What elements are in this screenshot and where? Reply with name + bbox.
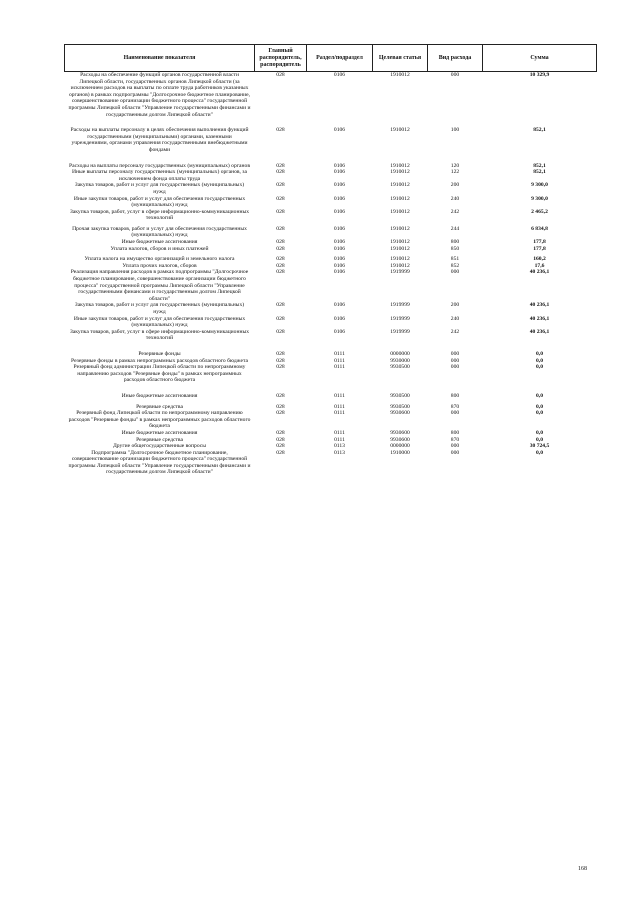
row-indicator-name: Иные закупки товаров, работ и услуг для обеспечения государственных (муниципальных) нужд: [73, 195, 246, 209]
table-row: [65, 72, 597, 119]
row-target-article: 1910012: [390, 72, 410, 78]
table-header-row: [65, 45, 597, 72]
row-indicator-name: Резервные фонды в рамках непрограммных расходов областного бюджета: [71, 357, 248, 364]
row-section-subsection: 0106: [333, 239, 346, 246]
row-expense-type: 800: [450, 239, 460, 246]
row-amount: 852,1: [533, 162, 546, 169]
table-row: [65, 316, 597, 329]
row-amount: 17,6: [534, 262, 545, 269]
row-amount: 0,0: [536, 410, 543, 417]
row-amount: 0,0: [536, 429, 543, 436]
row-chief-administrator: 028: [276, 364, 285, 371]
row-expense-type: 000: [450, 449, 460, 456]
row-expense-type: 242: [450, 208, 460, 215]
row-target-article: 1910012: [390, 127, 410, 134]
row-expense-type: 000: [450, 72, 460, 78]
row-target-article: 9930600: [390, 410, 410, 417]
row-indicator-name: Иные закупки товаров, работ и услуг для обеспечения государственных (муниципальных) нужд: [73, 315, 246, 329]
row-expense-type: 240: [450, 195, 460, 202]
row-target-article: 1919999: [390, 328, 410, 335]
table-row: [65, 196, 597, 209]
table-row: [65, 430, 597, 437]
row-expense-type: 122: [450, 169, 460, 176]
table-row: [65, 269, 597, 302]
row-target-article: 9930500: [390, 392, 410, 399]
row-indicator-name: Резервные средства: [136, 436, 183, 443]
row-expense-type: 240: [450, 315, 460, 322]
header-amount: Сумма: [483, 45, 597, 72]
table-row: [65, 182, 597, 195]
table-row: [65, 302, 597, 315]
row-expense-type: 000: [450, 350, 460, 357]
row-indicator-name: Иные бюджетные ассигнования: [121, 392, 198, 399]
row-amount: 40 236,1: [529, 302, 550, 309]
row-section-subsection: 0106: [333, 225, 346, 232]
row-indicator-name: Иные выплаты персоналу государственных (муниципальных) органов, за исключением фонда оплаты труда: [71, 169, 248, 182]
row-chief-administrator: 028: [276, 162, 285, 169]
row-indicator-name: Иные бюджетные ассигнования: [121, 239, 198, 246]
row-amount: 40 236,1: [529, 315, 550, 322]
row-indicator-name: Прочая закупка товаров, работ и услуг для обеспечения государственных (муниципальных) нужд: [72, 225, 247, 239]
row-target-article: 1910012: [390, 162, 410, 169]
header-indicator-name: Наименование показателя: [65, 45, 255, 72]
header-chief-administrator: Главный распорядитель, распорядитель: [255, 45, 307, 72]
row-section-subsection: 0111: [334, 436, 345, 443]
row-section-subsection: 0113: [334, 443, 345, 450]
row-chief-administrator: 028: [276, 72, 285, 78]
row-chief-administrator: 028: [276, 315, 285, 322]
row-indicator-name: Уплата прочих налогов, сборов: [122, 262, 197, 269]
row-target-article: 1919999: [390, 302, 410, 309]
row-amount: 9 300,0: [531, 195, 548, 202]
row-amount: 0,0: [536, 392, 543, 399]
budget-table: [64, 44, 597, 476]
row-chief-administrator: 028: [276, 169, 285, 176]
row-amount: 177,8: [533, 239, 546, 246]
row-chief-administrator: 028: [276, 262, 285, 269]
row-amount: 0,0: [536, 357, 543, 364]
row-section-subsection: 0106: [333, 182, 346, 189]
row-chief-administrator: 028: [276, 436, 285, 443]
header-target-article: Целевая статья: [373, 45, 428, 72]
row-chief-administrator: 028: [276, 195, 285, 202]
row-amount: 0,0: [536, 364, 543, 371]
page-number: 168: [578, 866, 587, 872]
row-section-subsection: 0111: [334, 410, 345, 417]
row-chief-administrator: 028: [276, 357, 285, 364]
table-row: [65, 169, 597, 182]
row-expense-type: 200: [450, 302, 460, 309]
row-expense-type: 870: [450, 403, 460, 410]
row-amount: 6 834,8: [531, 225, 548, 232]
row-expense-type: 000: [450, 443, 460, 450]
row-section-subsection: 0106: [333, 245, 346, 252]
table-row: [65, 246, 597, 253]
row-expense-type: 850: [450, 245, 460, 252]
row-indicator-name: Другие общегосударственные вопросы: [112, 443, 207, 450]
header-expense-type: Вид расхода: [428, 45, 483, 72]
row-section-subsection: 0106: [333, 269, 346, 276]
row-indicator-name: Уплата налога на имущество организаций и земельного налога: [84, 256, 235, 263]
row-chief-administrator: 028: [276, 328, 285, 335]
row-amount: 0,0: [536, 403, 543, 410]
row-target-article: 1910012: [390, 208, 410, 215]
row-chief-administrator: 028: [276, 208, 285, 215]
row-section-subsection: 0111: [334, 392, 345, 399]
row-target-article: 1919999: [390, 269, 410, 276]
row-expense-type: 000: [450, 364, 460, 371]
row-amount: 0,0: [536, 436, 543, 443]
row-indicator-name: Расходы на выплаты персоналу государственных (муниципальных) органов: [69, 162, 250, 169]
table-row: [65, 329, 597, 342]
row-amount: 852,1: [533, 169, 546, 176]
row-target-article: 1910012: [390, 225, 410, 232]
table-row: [65, 209, 597, 222]
row-indicator-name: Резервный фонд Липецкой области по непрограммному направлению расходов "Резервные фонды" в рамках непрограммных расходов областного бюджета: [68, 410, 251, 430]
row-amount: 852,1: [533, 127, 546, 134]
row-indicator-name: Иные бюджетные ассигнования: [121, 429, 198, 436]
table-row: [65, 239, 597, 246]
row-amount: 0,0: [536, 449, 543, 456]
row-chief-administrator: 028: [276, 403, 285, 410]
row-indicator-name: Закупка товаров, работ и услуг для государственных (муниципальных) нужд: [74, 302, 245, 315]
row-section-subsection: 0106: [333, 315, 346, 322]
row-section-subsection: 0106: [333, 169, 346, 176]
row-indicator-name: Резервные средства: [136, 403, 183, 410]
row-chief-administrator: 028: [276, 245, 285, 252]
row-amount: 2 465,2: [531, 208, 548, 215]
row-indicator-name: Расходы на выплаты персоналу в целях обеспечения выполнения функций государственными (муниципальными) органами, казенными учреждениями, органами управления государственными внебюджетными фондами: [70, 127, 249, 153]
row-target-article: 1910012: [390, 239, 410, 246]
row-target-article: 1910012: [390, 256, 410, 263]
row-chief-administrator: 028: [276, 256, 285, 263]
table-row: [65, 252, 597, 263]
row-indicator-name: Закупка товаров, работ и услуг для государственных (муниципальных) нужд: [74, 182, 245, 195]
row-indicator-name: Резервный фонд администрации Липецкой области по непрограммному направлению расходов "Резервные фонды" в рамках непрограммных расходов областного бюджета: [73, 364, 246, 384]
row-expense-type: 100: [450, 127, 460, 134]
table-row: [65, 400, 597, 411]
row-indicator-name: Реализация направления расходов в рамках подпрограммы "Долгосрочное бюджетное планирование, совершенствование организации бюджетного процесса" государственной программы Липецкой области "Управление государственными финансами и государственным долгом Липецкой области": [70, 269, 249, 302]
row-amount: 0,0: [536, 350, 543, 357]
row-target-article: 1910012: [390, 169, 410, 176]
row-chief-administrator: 028: [276, 302, 285, 309]
row-amount: 10 329,9: [529, 72, 550, 78]
row-amount: 40 236,1: [529, 269, 550, 276]
row-section-subsection: 0106: [333, 162, 346, 169]
row-chief-administrator: 028: [276, 225, 285, 232]
row-expense-type: 851: [450, 256, 460, 263]
row-target-article: 1910012: [390, 262, 410, 269]
row-section-subsection: 0111: [334, 357, 345, 364]
row-expense-type: 800: [450, 429, 460, 436]
row-section-subsection: 0113: [334, 449, 345, 456]
row-section-subsection: 0111: [334, 403, 345, 410]
row-section-subsection: 0106: [333, 127, 346, 134]
row-section-subsection: 0106: [333, 328, 346, 335]
row-chief-administrator: 028: [276, 443, 285, 450]
table-row: [65, 450, 597, 476]
row-amount: 9 300,0: [531, 182, 548, 189]
row-chief-administrator: 028: [276, 127, 285, 134]
row-section-subsection: 0111: [334, 364, 345, 371]
row-expense-type: 000: [450, 269, 460, 276]
row-amount: 160,2: [533, 256, 546, 263]
row-section-subsection: 0106: [333, 72, 346, 78]
row-chief-administrator: 028: [276, 350, 285, 357]
row-expense-type: 000: [450, 357, 460, 364]
row-expense-type: 000: [450, 410, 460, 417]
row-amount: 40 236,1: [529, 328, 550, 335]
row-section-subsection: 0106: [333, 208, 346, 215]
row-expense-type: 870: [450, 436, 460, 443]
row-target-article: 1910000: [390, 449, 410, 456]
row-target-article: 0000000: [390, 350, 410, 357]
table-row: [65, 263, 597, 270]
row-indicator-name: Закупка товаров, работ, услуг в сфере информационно-коммуникационных технологий: [69, 328, 250, 342]
table-row: [65, 364, 597, 384]
row-chief-administrator: 028: [276, 449, 285, 456]
row-expense-type: 242: [450, 328, 460, 335]
row-indicator-name: Резервные фонды: [138, 350, 181, 357]
row-chief-administrator: 028: [276, 239, 285, 246]
row-amount: 30 724,5: [529, 443, 550, 450]
row-indicator-name: Подпрограмма "Долгосрочное бюджетное планирование, совершенствование организации бюджетного процесса" государственной программы Липецкой области "Управление государственными финансами и государственным долгом Липецкой области": [68, 449, 251, 476]
table-body: [65, 72, 597, 477]
row-section-subsection: 0111: [334, 429, 345, 436]
row-indicator-name: Уплата налогов, сборов и иных платежей: [110, 245, 209, 252]
row-target-article: 1910012: [390, 182, 410, 189]
row-indicator-name: Расходы на обеспечение функций органов государственной власти Липецкой области, государственных органов Липецкой области (за исключением расходов на выплаты по оплате труда работников указанных органов) в рамках подпрограммы "Долгосрочное бюджетное планирование, совершенствование организации бюджетного процесса" государственной программы Липецкой области "Управление государственными финансами и государственным долгом Липецкой области": [68, 72, 251, 118]
table-row: [65, 154, 597, 170]
row-indicator-name: Закупка товаров, работ, услуг в сфере информационно-коммуникационных технологий: [69, 208, 250, 222]
row-expense-type: 120: [450, 162, 460, 169]
row-chief-administrator: 028: [276, 429, 285, 436]
row-section-subsection: 0111: [334, 350, 345, 357]
row-expense-type: 852: [450, 262, 460, 269]
row-target-article: 1910012: [390, 195, 410, 202]
table-row: [65, 384, 597, 400]
row-section-subsection: 0106: [333, 262, 346, 269]
row-target-article: 9930600: [390, 436, 410, 443]
row-target-article: 0000000: [390, 443, 410, 450]
table-row: [65, 342, 597, 358]
table-row: [65, 222, 597, 239]
row-target-article: 9930500: [390, 403, 410, 410]
row-expense-type: 200: [450, 182, 460, 189]
row-expense-type: 244: [450, 225, 460, 232]
row-chief-administrator: 028: [276, 269, 285, 276]
table-row: [65, 443, 597, 450]
table-row: [65, 410, 597, 430]
row-section-subsection: 0106: [333, 302, 346, 309]
budget-table-sheet: [64, 44, 596, 476]
row-chief-administrator: 028: [276, 182, 285, 189]
row-target-article: 9930600: [390, 429, 410, 436]
row-amount: 177,8: [533, 245, 546, 252]
table-row: [65, 118, 597, 153]
row-section-subsection: 0106: [333, 195, 346, 202]
row-target-article: 9930000: [390, 357, 410, 364]
row-chief-administrator: 028: [276, 410, 285, 417]
row-target-article: 9930500: [390, 364, 410, 371]
header-section-subsection: Раздел/подраздел: [307, 45, 373, 72]
row-expense-type: 800: [450, 392, 460, 399]
row-target-article: 1910012: [390, 245, 410, 252]
row-chief-administrator: 028: [276, 392, 285, 399]
row-target-article: 1919999: [390, 315, 410, 322]
row-section-subsection: 0106: [333, 256, 346, 263]
